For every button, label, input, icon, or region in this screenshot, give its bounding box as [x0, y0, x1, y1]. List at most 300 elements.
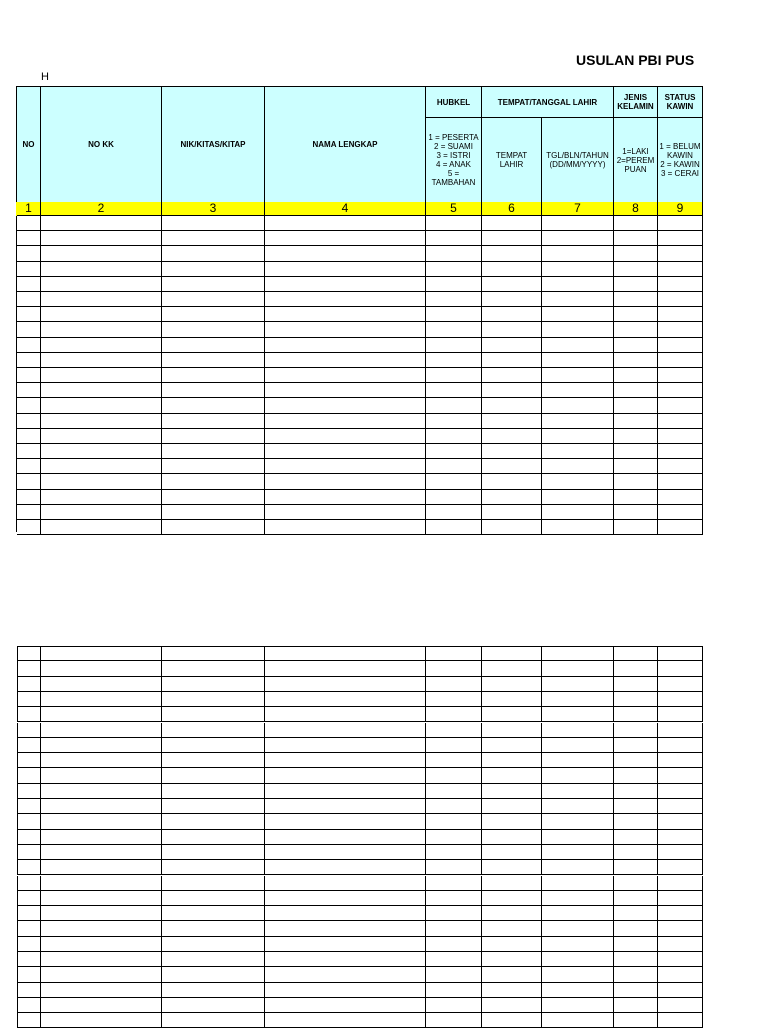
table-cell[interactable] [265, 459, 426, 474]
table-cell[interactable] [426, 952, 482, 967]
table-cell[interactable] [658, 429, 703, 444]
table-cell[interactable] [426, 799, 482, 814]
table-cell[interactable] [658, 520, 703, 535]
table-cell[interactable] [17, 998, 41, 1013]
table-cell[interactable] [426, 998, 482, 1013]
table-cell[interactable] [17, 338, 41, 353]
table-cell[interactable] [482, 277, 542, 292]
table-cell[interactable] [614, 814, 658, 829]
table-cell[interactable] [614, 459, 658, 474]
table-cell[interactable] [658, 307, 703, 322]
table-cell[interactable] [482, 967, 542, 982]
table-cell[interactable] [482, 845, 542, 860]
table-cell[interactable] [658, 814, 703, 829]
table-cell[interactable] [17, 860, 41, 875]
table-cell[interactable] [17, 677, 41, 692]
table-cell[interactable] [614, 474, 658, 489]
table-cell[interactable] [658, 876, 703, 891]
table-cell[interactable] [162, 967, 265, 982]
table-cell[interactable] [426, 383, 482, 398]
table-cell[interactable] [542, 876, 614, 891]
table-cell[interactable] [41, 937, 162, 952]
table-cell[interactable] [162, 338, 265, 353]
table-cell[interactable] [482, 262, 542, 277]
table-cell[interactable] [614, 692, 658, 707]
table-cell[interactable] [482, 474, 542, 489]
table-cell[interactable] [658, 459, 703, 474]
table-cell[interactable] [482, 677, 542, 692]
table-cell[interactable] [41, 1013, 162, 1028]
table-cell[interactable] [17, 474, 41, 489]
table-cell[interactable] [614, 967, 658, 982]
table-cell[interactable] [542, 277, 614, 292]
table-cell[interactable] [542, 784, 614, 799]
table-cell[interactable] [41, 398, 162, 413]
table-cell[interactable] [482, 1013, 542, 1028]
table-cell[interactable] [41, 677, 162, 692]
table-cell[interactable] [41, 505, 162, 520]
table-cell[interactable] [162, 292, 265, 307]
table-cell[interactable] [614, 277, 658, 292]
table-cell[interactable] [17, 459, 41, 474]
table-cell[interactable] [162, 738, 265, 753]
table-cell[interactable] [17, 383, 41, 398]
table-cell[interactable] [162, 262, 265, 277]
table-cell[interactable] [17, 414, 41, 429]
table-cell[interactable] [162, 952, 265, 967]
table-cell[interactable] [41, 661, 162, 676]
table-cell[interactable] [542, 906, 614, 921]
table-cell[interactable] [542, 246, 614, 261]
table-cell[interactable] [658, 998, 703, 1013]
table-cell[interactable] [426, 307, 482, 322]
table-cell[interactable] [482, 906, 542, 921]
table-cell[interactable] [426, 459, 482, 474]
table-cell[interactable] [542, 444, 614, 459]
table-cell[interactable] [614, 444, 658, 459]
table-cell[interactable] [162, 921, 265, 936]
table-cell[interactable] [265, 398, 426, 413]
table-cell[interactable] [162, 246, 265, 261]
table-cell[interactable] [482, 246, 542, 261]
table-cell[interactable] [658, 723, 703, 738]
table-cell[interactable] [265, 231, 426, 246]
table-cell[interactable] [542, 738, 614, 753]
table-cell[interactable] [265, 753, 426, 768]
table-cell[interactable] [41, 784, 162, 799]
table-cell[interactable] [658, 967, 703, 982]
table-cell[interactable] [482, 998, 542, 1013]
table-cell[interactable] [614, 1013, 658, 1028]
table-cell[interactable] [265, 262, 426, 277]
table-cell[interactable] [41, 353, 162, 368]
table-cell[interactable] [17, 231, 41, 246]
table-cell[interactable] [41, 383, 162, 398]
table-cell[interactable] [658, 338, 703, 353]
table-cell[interactable] [162, 692, 265, 707]
table-cell[interactable] [17, 814, 41, 829]
table-cell[interactable] [41, 952, 162, 967]
table-cell[interactable] [426, 277, 482, 292]
table-cell[interactable] [162, 860, 265, 875]
table-cell[interactable] [658, 398, 703, 413]
table-cell[interactable] [41, 474, 162, 489]
table-cell[interactable] [41, 707, 162, 722]
table-cell[interactable] [482, 505, 542, 520]
table-cell[interactable] [542, 353, 614, 368]
table-cell[interactable] [426, 490, 482, 505]
table-cell[interactable] [542, 429, 614, 444]
table-cell[interactable] [41, 231, 162, 246]
table-cell[interactable] [162, 814, 265, 829]
table-cell[interactable] [614, 983, 658, 998]
table-cell[interactable] [614, 784, 658, 799]
table-cell[interactable] [542, 983, 614, 998]
table-cell[interactable] [41, 216, 162, 231]
table-cell[interactable] [542, 967, 614, 982]
table-cell[interactable] [482, 414, 542, 429]
table-cell[interactable] [265, 1013, 426, 1028]
table-cell[interactable] [426, 891, 482, 906]
table-cell[interactable] [162, 891, 265, 906]
table-cell[interactable] [542, 490, 614, 505]
table-cell[interactable] [614, 677, 658, 692]
table-cell[interactable] [482, 322, 542, 337]
table-cell[interactable] [542, 368, 614, 383]
table-cell[interactable] [17, 277, 41, 292]
table-cell[interactable] [17, 952, 41, 967]
table-cell[interactable] [614, 830, 658, 845]
table-cell[interactable] [658, 383, 703, 398]
table-cell[interactable] [265, 814, 426, 829]
table-cell[interactable] [17, 891, 41, 906]
table-cell[interactable] [162, 707, 265, 722]
table-cell[interactable] [614, 891, 658, 906]
table-cell[interactable] [162, 876, 265, 891]
table-cell[interactable] [162, 216, 265, 231]
table-cell[interactable] [265, 277, 426, 292]
table-cell[interactable] [542, 1013, 614, 1028]
table-cell[interactable] [658, 661, 703, 676]
table-cell[interactable] [542, 845, 614, 860]
table-cell[interactable] [162, 505, 265, 520]
table-cell[interactable] [265, 921, 426, 936]
table-cell[interactable] [426, 677, 482, 692]
table-cell[interactable] [162, 231, 265, 246]
table-cell[interactable] [482, 738, 542, 753]
table-cell[interactable] [614, 490, 658, 505]
table-cell[interactable] [41, 967, 162, 982]
table-cell[interactable] [426, 921, 482, 936]
table-cell[interactable] [17, 444, 41, 459]
table-cell[interactable] [426, 414, 482, 429]
table-cell[interactable] [265, 368, 426, 383]
table-cell[interactable] [162, 444, 265, 459]
table-cell[interactable] [658, 707, 703, 722]
table-cell[interactable] [17, 921, 41, 936]
table-cell[interactable] [614, 338, 658, 353]
table-cell[interactable] [542, 398, 614, 413]
table-cell[interactable] [265, 216, 426, 231]
table-cell[interactable] [41, 860, 162, 875]
table-cell[interactable] [658, 921, 703, 936]
table-cell[interactable] [17, 262, 41, 277]
table-cell[interactable] [658, 490, 703, 505]
table-cell[interactable] [542, 383, 614, 398]
table-cell[interactable] [614, 937, 658, 952]
table-cell[interactable] [41, 368, 162, 383]
table-cell[interactable] [426, 262, 482, 277]
table-cell[interactable] [426, 246, 482, 261]
table-cell[interactable] [614, 876, 658, 891]
table-cell[interactable] [162, 277, 265, 292]
table-cell[interactable] [17, 520, 41, 535]
table-cell[interactable] [658, 753, 703, 768]
table-cell[interactable] [17, 937, 41, 952]
table-cell[interactable] [162, 661, 265, 676]
table-cell[interactable] [658, 277, 703, 292]
table-cell[interactable] [482, 292, 542, 307]
table-cell[interactable] [17, 723, 41, 738]
table-cell[interactable] [41, 845, 162, 860]
table-cell[interactable] [17, 876, 41, 891]
table-cell[interactable] [542, 860, 614, 875]
table-cell[interactable] [265, 474, 426, 489]
table-cell[interactable] [614, 216, 658, 231]
table-cell[interactable] [17, 429, 41, 444]
table-cell[interactable] [162, 1013, 265, 1028]
table-cell[interactable] [482, 307, 542, 322]
table-cell[interactable] [426, 231, 482, 246]
table-cell[interactable] [17, 845, 41, 860]
table-cell[interactable] [658, 646, 703, 661]
table-cell[interactable] [265, 845, 426, 860]
table-cell[interactable] [162, 646, 265, 661]
table-cell[interactable] [426, 692, 482, 707]
table-cell[interactable] [162, 677, 265, 692]
table-cell[interactable] [614, 292, 658, 307]
table-cell[interactable] [614, 231, 658, 246]
table-cell[interactable] [265, 520, 426, 535]
table-cell[interactable] [426, 505, 482, 520]
table-cell[interactable] [17, 753, 41, 768]
table-cell[interactable] [265, 876, 426, 891]
table-cell[interactable] [658, 216, 703, 231]
table-cell[interactable] [614, 723, 658, 738]
table-cell[interactable] [426, 784, 482, 799]
table-cell[interactable] [658, 677, 703, 692]
table-cell[interactable] [482, 814, 542, 829]
table-cell[interactable] [426, 937, 482, 952]
table-cell[interactable] [482, 646, 542, 661]
table-cell[interactable] [265, 891, 426, 906]
table-cell[interactable] [482, 429, 542, 444]
table-cell[interactable] [542, 921, 614, 936]
table-cell[interactable] [482, 768, 542, 783]
table-cell[interactable] [482, 799, 542, 814]
table-cell[interactable] [162, 753, 265, 768]
table-cell[interactable] [17, 983, 41, 998]
table-cell[interactable] [614, 520, 658, 535]
table-cell[interactable] [542, 753, 614, 768]
table-cell[interactable] [41, 322, 162, 337]
table-cell[interactable] [265, 677, 426, 692]
table-cell[interactable] [17, 661, 41, 676]
table-cell[interactable] [265, 967, 426, 982]
table-cell[interactable] [658, 937, 703, 952]
table-cell[interactable] [658, 1013, 703, 1028]
table-cell[interactable] [482, 707, 542, 722]
table-cell[interactable] [426, 398, 482, 413]
table-cell[interactable] [41, 459, 162, 474]
table-cell[interactable] [542, 414, 614, 429]
table-cell[interactable] [162, 784, 265, 799]
table-cell[interactable] [542, 799, 614, 814]
table-cell[interactable] [482, 937, 542, 952]
table-cell[interactable] [17, 830, 41, 845]
table-cell[interactable] [542, 677, 614, 692]
table-cell[interactable] [265, 692, 426, 707]
table-cell[interactable] [614, 368, 658, 383]
table-cell[interactable] [426, 353, 482, 368]
table-cell[interactable] [658, 799, 703, 814]
table-cell[interactable] [265, 307, 426, 322]
table-cell[interactable] [658, 845, 703, 860]
table-cell[interactable] [265, 661, 426, 676]
table-cell[interactable] [17, 906, 41, 921]
table-cell[interactable] [17, 784, 41, 799]
table-cell[interactable] [658, 891, 703, 906]
table-cell[interactable] [162, 830, 265, 845]
table-cell[interactable] [265, 292, 426, 307]
table-cell[interactable] [482, 383, 542, 398]
table-cell[interactable] [162, 845, 265, 860]
table-cell[interactable] [482, 723, 542, 738]
table-cell[interactable] [17, 692, 41, 707]
table-cell[interactable] [658, 784, 703, 799]
table-cell[interactable] [658, 444, 703, 459]
table-cell[interactable] [426, 474, 482, 489]
table-cell[interactable] [265, 952, 426, 967]
table-cell[interactable] [426, 322, 482, 337]
table-cell[interactable] [426, 429, 482, 444]
table-cell[interactable] [265, 490, 426, 505]
table-cell[interactable] [482, 952, 542, 967]
table-cell[interactable] [658, 768, 703, 783]
table-cell[interactable] [41, 876, 162, 891]
table-cell[interactable] [542, 338, 614, 353]
table-cell[interactable] [265, 860, 426, 875]
table-cell[interactable] [41, 768, 162, 783]
table-cell[interactable] [614, 414, 658, 429]
table-cell[interactable] [426, 444, 482, 459]
table-cell[interactable] [265, 799, 426, 814]
table-cell[interactable] [614, 845, 658, 860]
table-cell[interactable] [162, 322, 265, 337]
table-cell[interactable] [265, 414, 426, 429]
table-cell[interactable] [542, 646, 614, 661]
table-cell[interactable] [614, 246, 658, 261]
table-cell[interactable] [614, 398, 658, 413]
table-cell[interactable] [426, 646, 482, 661]
table-cell[interactable] [542, 937, 614, 952]
table-cell[interactable] [265, 505, 426, 520]
table-cell[interactable] [482, 459, 542, 474]
table-cell[interactable] [542, 292, 614, 307]
table-cell[interactable] [482, 921, 542, 936]
table-cell[interactable] [41, 277, 162, 292]
table-cell[interactable] [482, 830, 542, 845]
table-cell[interactable] [17, 398, 41, 413]
table-cell[interactable] [41, 429, 162, 444]
table-cell[interactable] [542, 307, 614, 322]
table-cell[interactable] [614, 998, 658, 1013]
table-cell[interactable] [614, 768, 658, 783]
table-cell[interactable] [658, 952, 703, 967]
table-cell[interactable] [614, 646, 658, 661]
table-cell[interactable] [162, 398, 265, 413]
table-cell[interactable] [41, 753, 162, 768]
table-cell[interactable] [17, 490, 41, 505]
table-cell[interactable] [17, 216, 41, 231]
table-cell[interactable] [17, 307, 41, 322]
table-cell[interactable] [614, 322, 658, 337]
table-cell[interactable] [658, 368, 703, 383]
table-cell[interactable] [41, 723, 162, 738]
table-cell[interactable] [426, 753, 482, 768]
table-cell[interactable] [265, 353, 426, 368]
table-cell[interactable] [265, 429, 426, 444]
table-cell[interactable] [614, 952, 658, 967]
table-cell[interactable] [614, 429, 658, 444]
table-cell[interactable] [542, 505, 614, 520]
table-cell[interactable] [41, 738, 162, 753]
table-cell[interactable] [542, 998, 614, 1013]
table-cell[interactable] [482, 216, 542, 231]
table-cell[interactable] [426, 768, 482, 783]
table-cell[interactable] [265, 444, 426, 459]
table-cell[interactable] [658, 414, 703, 429]
table-cell[interactable] [614, 383, 658, 398]
table-cell[interactable] [482, 753, 542, 768]
table-cell[interactable] [542, 520, 614, 535]
table-cell[interactable] [542, 891, 614, 906]
table-cell[interactable] [265, 768, 426, 783]
table-cell[interactable] [426, 338, 482, 353]
table-cell[interactable] [162, 520, 265, 535]
table-cell[interactable] [162, 353, 265, 368]
table-cell[interactable] [426, 830, 482, 845]
table-cell[interactable] [162, 307, 265, 322]
table-cell[interactable] [482, 368, 542, 383]
table-cell[interactable] [162, 474, 265, 489]
table-cell[interactable] [542, 830, 614, 845]
table-cell[interactable] [17, 322, 41, 337]
table-cell[interactable] [426, 738, 482, 753]
table-cell[interactable] [41, 998, 162, 1013]
table-cell[interactable] [41, 490, 162, 505]
table-cell[interactable] [658, 983, 703, 998]
table-cell[interactable] [265, 383, 426, 398]
table-cell[interactable] [17, 967, 41, 982]
table-cell[interactable] [482, 692, 542, 707]
table-cell[interactable] [162, 429, 265, 444]
table-cell[interactable] [41, 799, 162, 814]
table-cell[interactable] [426, 1013, 482, 1028]
table-cell[interactable] [17, 707, 41, 722]
table-cell[interactable] [265, 937, 426, 952]
table-cell[interactable] [482, 444, 542, 459]
